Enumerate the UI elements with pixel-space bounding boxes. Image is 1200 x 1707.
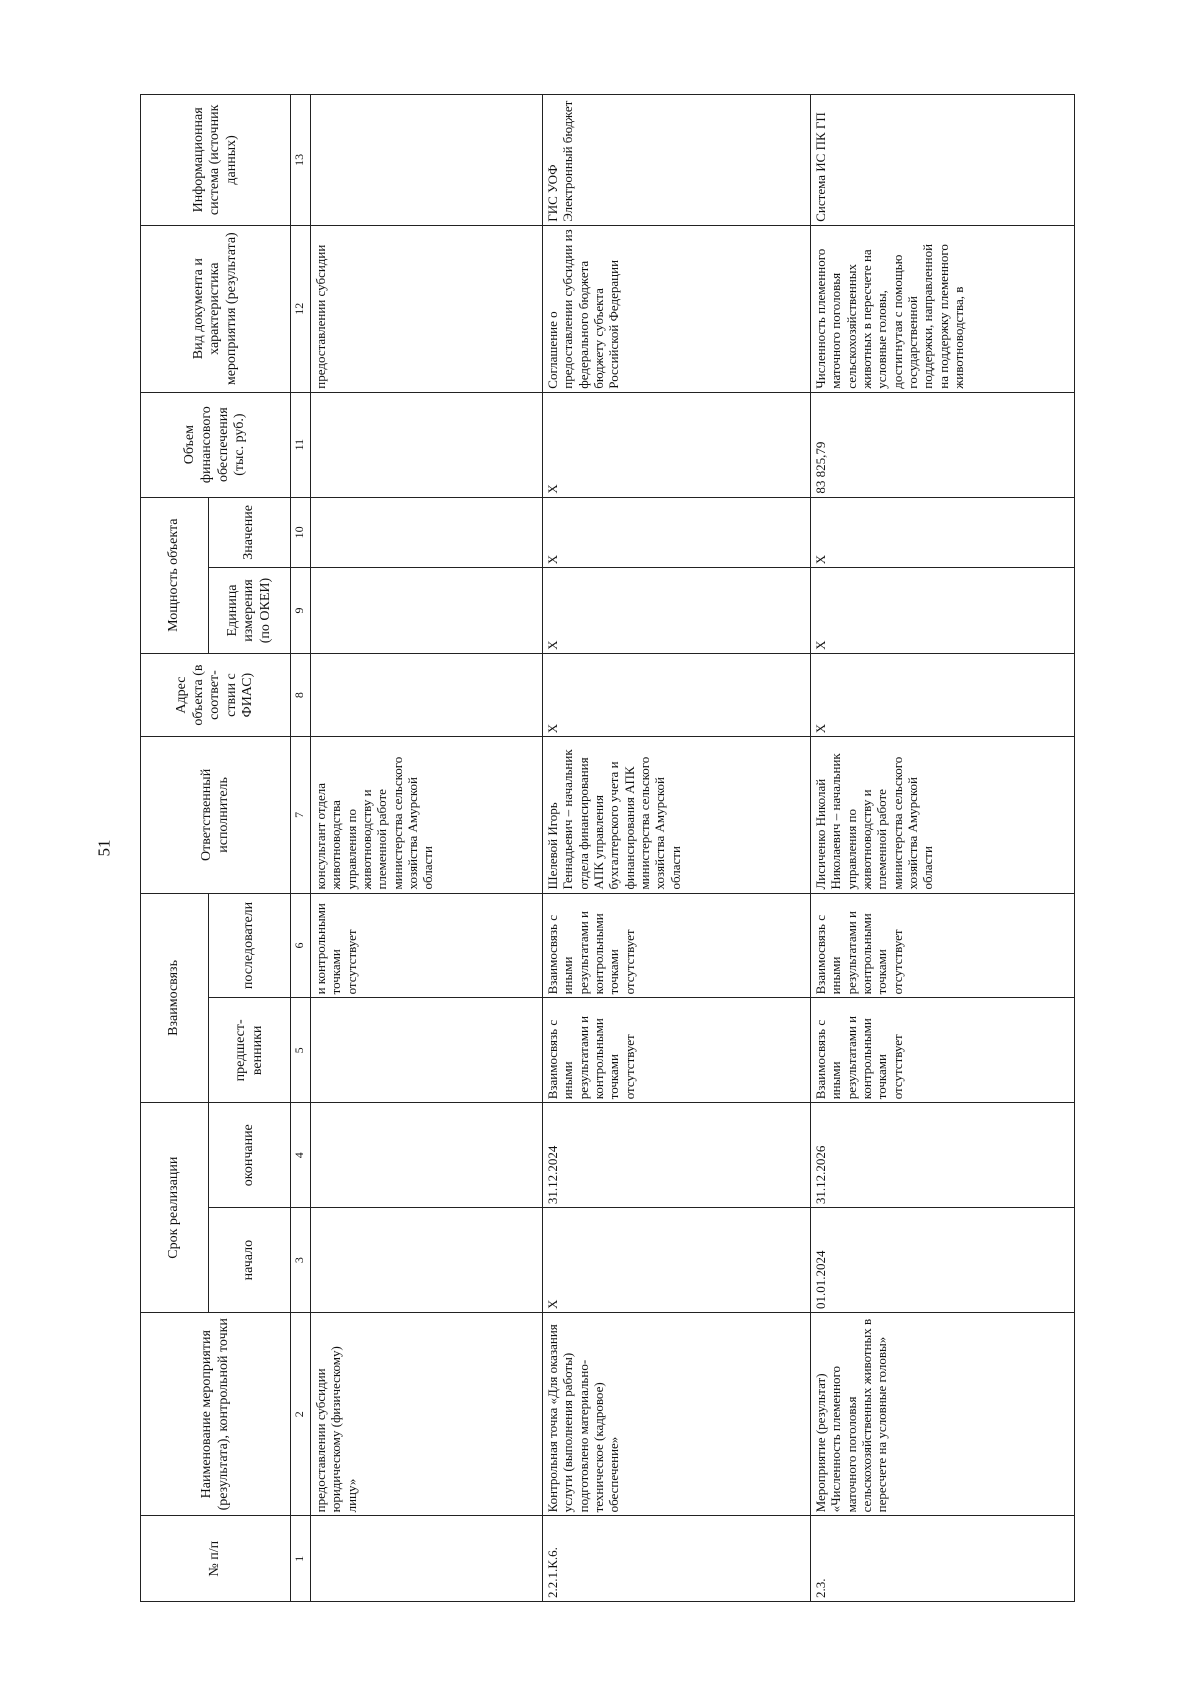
cell-successors: Взаимосвязь с иными результатами и контрольными точками отсутствует: [543, 893, 811, 998]
cell-name: предоставлении субсидии юридическому (физическому) лицу»: [311, 1313, 543, 1516]
cell-address: X: [543, 653, 811, 736]
col-number: 6: [291, 893, 311, 998]
cell-start: 01.01.2024: [811, 1208, 1075, 1313]
rotated-table-container: [140, 94, 1174, 1602]
header-address: Адрес объекта (в соответ-ствии с ФИАС): [141, 653, 291, 736]
col-number: 3: [291, 1208, 311, 1313]
cell-funding: [311, 392, 543, 497]
header-document: Вид документа и характеристика мероприятия (результата): [141, 225, 291, 392]
col-number: 4: [291, 1103, 311, 1208]
cell-name: Контрольная точка «Для оказания услуги (выполнения работы) подготовлено материально-техническое (кадровое) обеспечение»: [543, 1313, 811, 1516]
cell-document: предоставлении субсидии: [311, 225, 543, 392]
cell-end: [311, 1103, 543, 1208]
header-start: начало: [209, 1208, 291, 1313]
cell-info-system: ГИС УОФ Электронный бюджет: [543, 95, 811, 226]
cell-address: X: [811, 653, 1075, 736]
plan-table: [140, 94, 1075, 1602]
cell-number: [311, 1516, 543, 1602]
header-info-system: Информационная система (источник данных): [141, 95, 291, 226]
cell-responsible: консультант отдела животноводства управления по животноводству и племенной работе министерства сельского хозяйства Амурской области: [311, 737, 543, 893]
cell-funding: X: [543, 392, 811, 497]
cell-end: 31.12.2026: [811, 1103, 1075, 1208]
cell-start: [311, 1208, 543, 1313]
cell-unit: [311, 568, 543, 654]
cell-value: [311, 497, 543, 568]
col-number: 5: [291, 998, 311, 1103]
col-number: 1: [291, 1516, 311, 1602]
header-capacity: Мощность объекта: [141, 497, 209, 653]
cell-unit: X: [543, 568, 811, 654]
col-number: 12: [291, 225, 311, 392]
cell-document: Соглашение о предоставлении субсидии из федерального бюджета бюджету субъекта Российской Федерации: [543, 225, 811, 392]
header-unit: Единица измерения (по ОКЕИ): [209, 568, 291, 654]
header-number: № п/п: [141, 1516, 291, 1602]
col-number: 7: [291, 737, 311, 893]
table-row: [311, 95, 543, 1602]
cell-predecessors: Взаимосвязь с иными результатами и контрольными точками отсутствует: [543, 998, 811, 1103]
cell-value: X: [543, 497, 811, 568]
cell-name: Мероприятие (результат) «Численность племенного маточного поголовья сельскохозяйственных животных в пересчете на условные головы»: [811, 1313, 1075, 1516]
cell-number: 2.3.: [811, 1516, 1075, 1602]
table-row: [543, 95, 811, 1602]
cell-funding: 83 825,79: [811, 392, 1075, 497]
header-successors: последователи: [209, 893, 291, 998]
cell-value: X: [811, 497, 1075, 568]
cell-info-system: Система ИС ПК ГП: [811, 95, 1075, 226]
cell-successors: и контрольными точками отсутствует: [311, 893, 543, 998]
header-responsible: Ответственный исполнитель: [141, 737, 291, 893]
cell-predecessors: [311, 998, 543, 1103]
header-value: Значение: [209, 497, 291, 568]
header-predecessors: предшест-венники: [209, 998, 291, 1103]
table-row: [811, 95, 1075, 1602]
col-number: 11: [291, 392, 311, 497]
cell-successors: Взаимосвязь с иными результатами и контрольными точками отсутствует: [811, 893, 1075, 998]
header-end: окончание: [209, 1103, 291, 1208]
cell-predecessors: Взаимосвязь с иными результатами и контрольными точками отсутствует: [811, 998, 1075, 1103]
cell-number: 2.2.1.К.6.: [543, 1516, 811, 1602]
cell-start: X: [543, 1208, 811, 1313]
header-name: Наименование мероприятия (результата), контрольной точки: [141, 1313, 291, 1516]
cell-responsible: Лисиченко Николай Николаевич – начальник управления по животноводству и племенной работе министерства сельского хозяйства Амурской области: [811, 737, 1075, 893]
col-number: 2: [291, 1313, 311, 1516]
page-number: 51: [94, 839, 114, 857]
cell-address: [311, 653, 543, 736]
cell-end: 31.12.2024: [543, 1103, 811, 1208]
cell-document: Численность племенного маточного поголовья сельскохозяйственных животных в пересчете на условные головы, достигнутая с помощью государственной поддержки, направленной на поддержку племенного животноводства, в: [811, 225, 1075, 392]
header-term: Срок реализации: [141, 1103, 209, 1313]
col-number: 9: [291, 568, 311, 654]
cell-responsible: Шелевой Игорь Геннадьевич – начальник отдела финансирования АПК управления бухгалтерского учета и финансирования АПК министерства сельского хозяйства Амурской области: [543, 737, 811, 893]
col-number: 13: [291, 95, 311, 226]
header-funding: Объем финансового обеспечения (тыс. руб.): [141, 392, 291, 497]
cell-unit: X: [811, 568, 1075, 654]
col-number: 10: [291, 497, 311, 568]
header-relation: Взаимосвязь: [141, 893, 209, 1103]
col-number: 8: [291, 653, 311, 736]
cell-info-system: [311, 95, 543, 226]
